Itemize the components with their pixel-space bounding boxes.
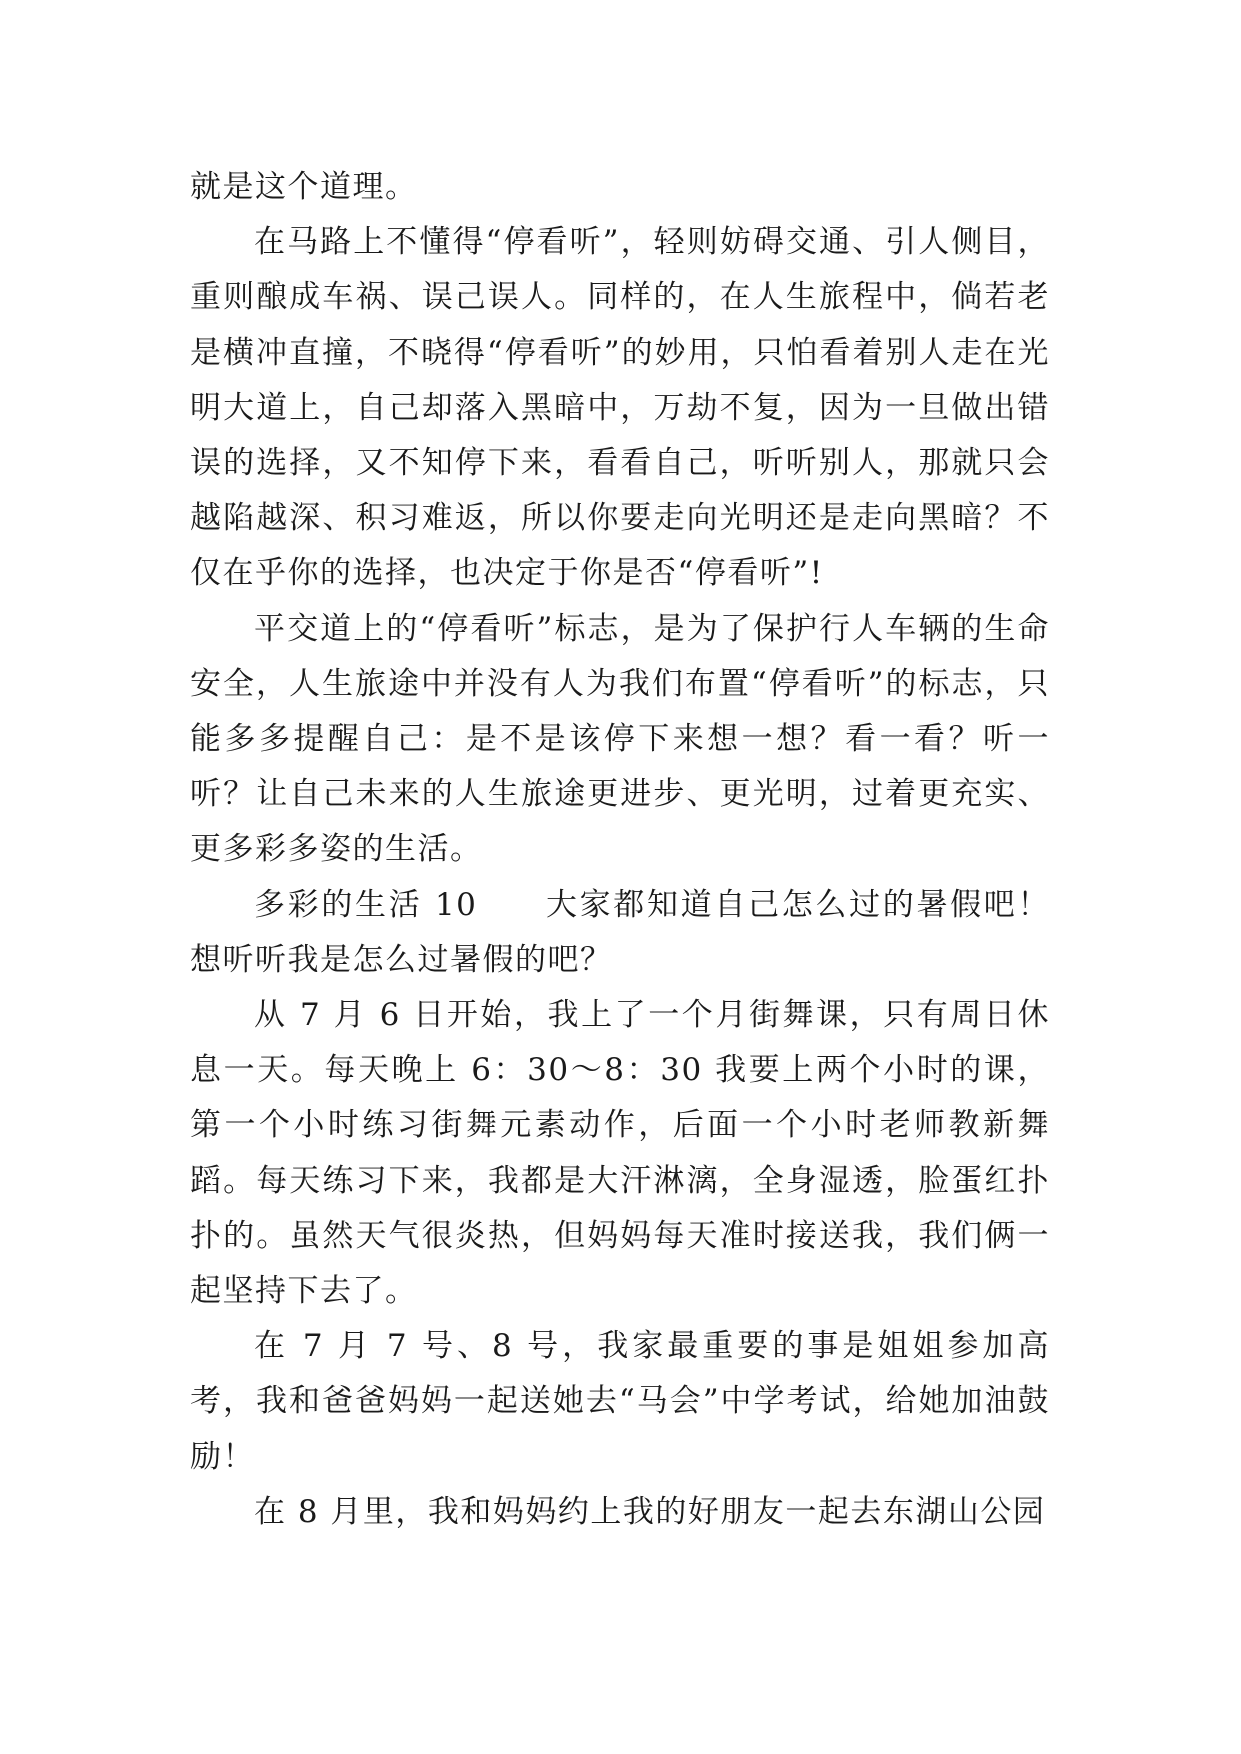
paragraph-4: 多彩的生活 10 大家都知道自己怎么过的暑假吧！想听听我是怎么过暑假的吧？ bbox=[190, 886, 1050, 978]
paragraph-2: 在马路上不懂得“停看听”，轻则妨碍交通、引人侧目，重则酿成车祸、误己误人。同样的，在人生旅程中，倘若老是横冲直撞，不晓得“停看听”的妙用，只怕看着别人走在光明大道上，自己却落入黑暗中，万劫不复，因为一旦做出错误的选择，又不知停下来，看看自己，听听别人，那就只会越陷越深、积习难返，所以你要走向光明还是走向黑暗？不仅在乎你的选择，也决定于你是否“停看听”! bbox=[190, 224, 1050, 592]
paragraph-5: 从 7 月 6 日开始，我上了一个月街舞课，只有周日休息一天。每天晚上 6：30～8：30 我要上两个小时的课，第一个小时练习街舞元素动作，后面一个小时老师教新舞蹈。每天练习下来，我都是大汗淋漓，全身湿透，脸蛋红扑扑的。虽然天气很炎热，但妈妈每天准时接送我，我们俩一起坚持下去了。 bbox=[190, 997, 1050, 1310]
paragraph-1: 就是这个道理。 bbox=[190, 169, 418, 205]
paragraph-7: 在 8 月里，我和妈妈约上我的好朋友一起去东湖山公园 bbox=[254, 1493, 1046, 1530]
document-body bbox=[190, 160, 1050, 1540]
paragraph-3: 平交道上的“停看听”标志，是为了保护行人车辆的生命安全，人生旅途中并没有人为我们布置“停看听”的标志，只能多多提醒自己：是不是该停下来想一想？看一看？听一听？让自己未来的人生旅途更进步、更光明，过着更充实、更多彩多姿的生活。 bbox=[190, 610, 1050, 868]
paragraph-6: 在 7 月 7 号、8 号，我家最重要的事是姐姐参加高考，我和爸爸妈妈一起送她去“马会”中学考试，给她加油鼓励！ bbox=[190, 1328, 1050, 1475]
